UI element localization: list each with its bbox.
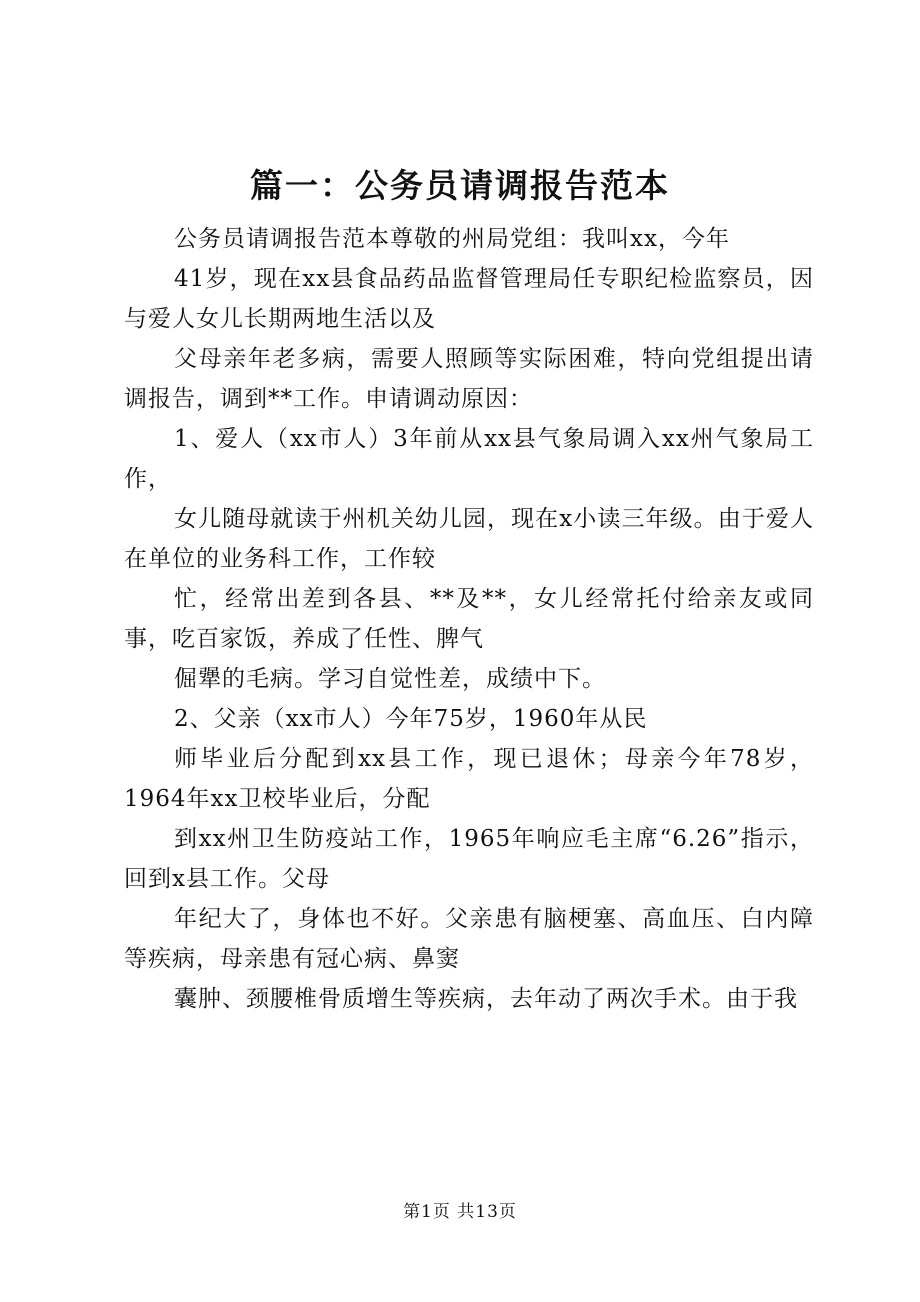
paragraph: 公务员请调报告范本尊敬的州局党组：我叫xx，今年 [174, 226, 730, 252]
paragraph: 年纪大了，身体也不好。父亲患有脑梗塞、高血压、白内障等疾病，母亲患有冠心病、鼻窦 [124, 906, 814, 972]
document-title: 篇一：公务员请调报告范本 [250, 166, 670, 205]
paragraph: 41岁，现在xx县食品药品监督管理局任专职纪检监察员，因与爱人女儿长期两地生活以及 [124, 266, 814, 332]
paragraph: 1、爱人（xx市人）3年前从xx县气象局调入xx州气象局工作， [124, 426, 814, 492]
paragraph: 忙，经常出差到各县、**及**，女儿经常托付给亲友或同事，吃百家饭，养成了任性、脾气 [124, 586, 814, 652]
paragraph: 师毕业后分配到xx县工作，现已退休；母亲今年78岁，1964年xx卫校毕业后，分配 [124, 746, 814, 812]
paragraph: 囊肿、颈腰椎骨质增生等疾病，去年动了两次手术。由于我 [174, 986, 798, 1012]
page-footer: 第1页 共13页 [403, 1202, 517, 1222]
paragraph: 2、父亲（xx市人）今年75岁，1960年从民 [174, 706, 648, 732]
paragraph: 父母亲年老多病，需要人照顾等实际困难，特向党组提出请调报告，调到**工作。申请调动原因： [124, 346, 814, 412]
paragraph: 倔犟的毛病。学习自觉性差，成绩中下。 [174, 666, 606, 692]
document-body [124, 219, 814, 1019]
paragraph: 女儿随母就读于州机关幼儿园，现在x小读三年级。由于爱人在单位的业务科工作，工作较 [124, 506, 814, 572]
paragraph: 到xx州卫生防疫站工作，1965年响应毛主席“6.26”指示，回到x县工作。父母 [124, 826, 814, 892]
